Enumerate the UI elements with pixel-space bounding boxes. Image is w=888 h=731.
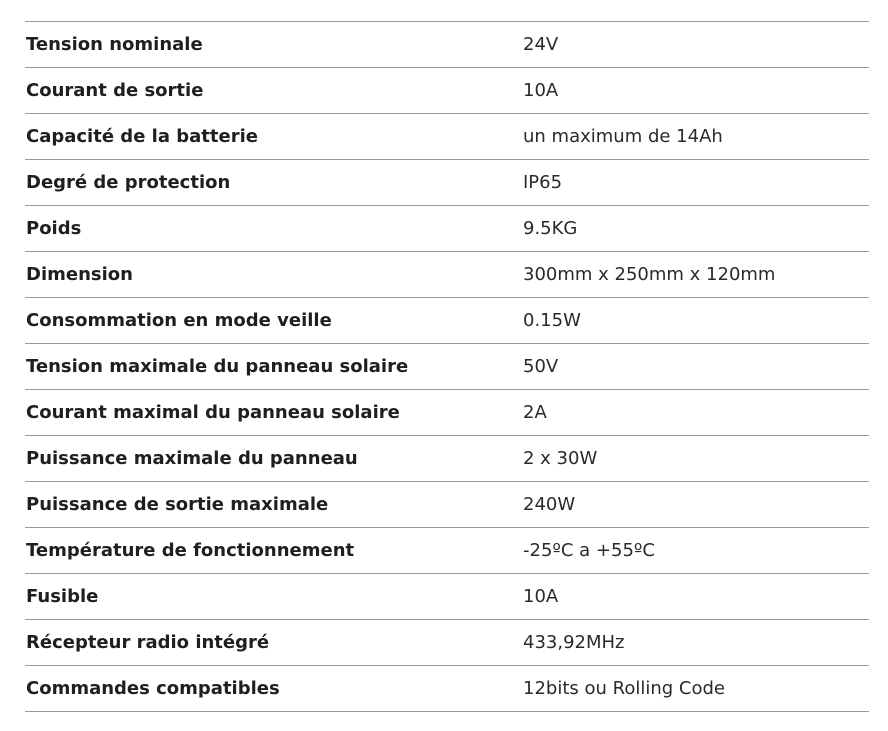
spec-value: IP65 [522,160,869,206]
spec-label: Courant de sortie [25,68,522,114]
spec-row-fuse [25,574,869,620]
spec-label: Tension nominale [25,22,522,68]
spec-label: Température de fonctionnement [25,528,522,574]
spec-value: 2A [522,390,869,436]
spec-value: 240W [522,482,869,528]
spec-label: Tension maximale du panneau solaire [25,344,522,390]
spec-value: 0.15W [522,298,869,344]
spec-row-solar-max-current [25,390,869,436]
spec-row-radio-receiver [25,620,869,666]
spec-label: Puissance de sortie maximale [25,482,522,528]
spec-value: 433,92MHz [522,620,869,666]
spec-value: 300mm x 250mm x 120mm [522,252,869,298]
spec-label: Degré de protection [25,160,522,206]
spec-value: 10A [522,574,869,620]
spec-value: 2 x 30W [522,436,869,482]
spec-label: Récepteur radio intégré [25,620,522,666]
spec-label: Commandes compatibles [25,666,522,712]
spec-row-operating-temperature [25,528,869,574]
spec-row-standby-consumption [25,298,869,344]
spec-label: Poids [25,206,522,252]
spec-row-dimension [25,252,869,298]
spec-label: Capacité de la batterie [25,114,522,160]
spec-value: 9.5KG [522,206,869,252]
spec-value: 10A [522,68,869,114]
spec-table [25,21,869,712]
spec-row-solar-max-voltage [25,344,869,390]
spec-value: 12bits ou Rolling Code [522,666,869,712]
spec-label: Consommation en mode veille [25,298,522,344]
spec-row-output-current [25,68,869,114]
spec-row-nominal-voltage [25,22,869,68]
spec-row-weight [25,206,869,252]
spec-row-max-output-power [25,482,869,528]
spec-value: 50V [522,344,869,390]
spec-row-panel-max-power [25,436,869,482]
spec-label: Dimension [25,252,522,298]
spec-row-battery-capacity [25,114,869,160]
spec-row-protection-rating [25,160,869,206]
spec-value: 24V [522,22,869,68]
spec-label: Puissance maximale du panneau [25,436,522,482]
spec-value: un maximum de 14Ah [522,114,869,160]
spec-label: Courant maximal du panneau solaire [25,390,522,436]
spec-row-compatible-remotes [25,666,869,712]
spec-label: Fusible [25,574,522,620]
spec-value: -25ºC a +55ºC [522,528,869,574]
